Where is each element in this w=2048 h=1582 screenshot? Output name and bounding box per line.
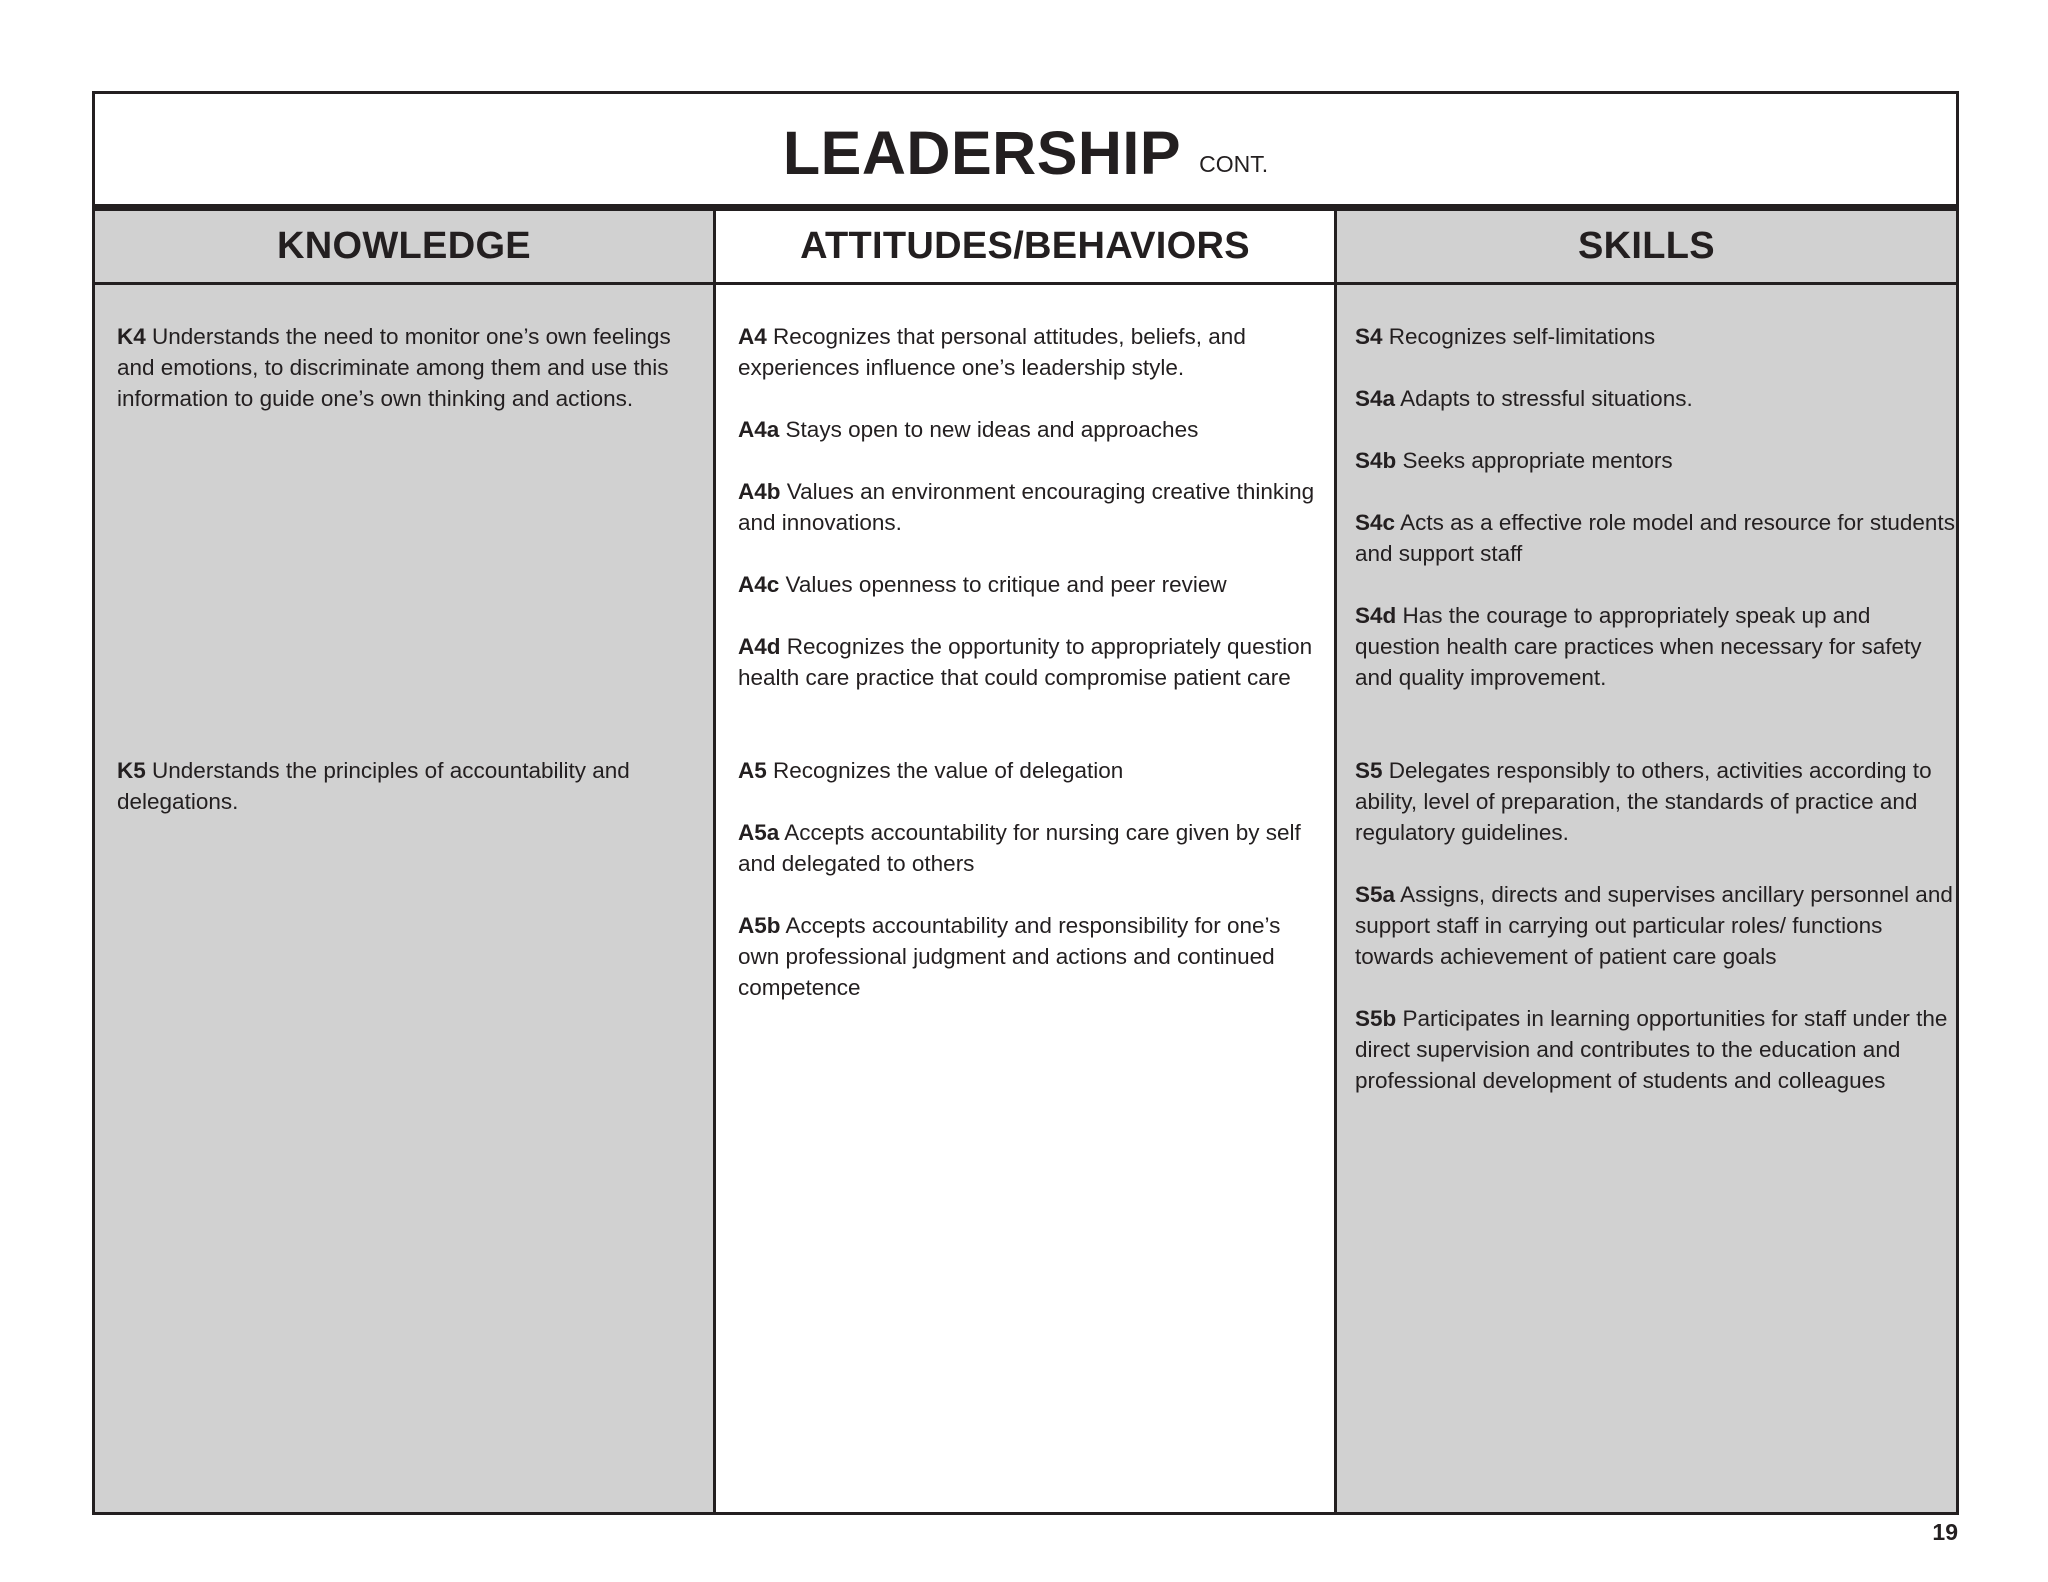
item-text: Has the courage to appropriately speak up and question health care practices when necessary for safety and quality improvement. [1355, 603, 1922, 690]
list-item [1355, 600, 1955, 693]
list-item [738, 631, 1323, 693]
item-code: K5 [117, 758, 146, 783]
item-code: S4d [1355, 603, 1397, 628]
skills-header: SKILLS [1337, 211, 1956, 285]
item-code: S4 [1355, 324, 1383, 349]
attitudes-header: ATTITUDES/BEHAVIORS [716, 211, 1334, 285]
page-title: LEADERSHIP [782, 119, 1182, 187]
list-item [738, 414, 1323, 445]
item-code: S4b [1355, 448, 1397, 473]
list-item [1355, 383, 1955, 414]
list-item [1355, 507, 1955, 569]
list-item [738, 476, 1323, 538]
attitudes-column [713, 211, 1337, 1512]
item-code: A4 [738, 324, 767, 349]
item-code: A4d [738, 634, 781, 659]
item-code: A5a [738, 820, 780, 845]
item-text: Understands the need to monitor one’s own feelings and emotions, to discriminate among them and use this information to guide one’s own thinking and actions. [117, 324, 671, 411]
list-item [738, 755, 1323, 786]
item-code: S4a [1355, 386, 1396, 411]
item-text: Acts as a effective role model and resource for students and support staff [1355, 510, 1955, 566]
list-item [738, 321, 1323, 383]
item-text: Stays open to new ideas and approaches [785, 417, 1199, 442]
item-code: S4c [1355, 510, 1396, 535]
knowledge-header: KNOWLEDGE [95, 211, 713, 285]
competency-table [92, 91, 1959, 1515]
list-item [1355, 879, 1955, 972]
list-item [1355, 321, 1955, 352]
item-text: Seeks appropriate mentors [1402, 448, 1673, 473]
item-code: A4b [738, 479, 781, 504]
item-text: Recognizes the value of delegation [773, 758, 1124, 783]
item-text: Assigns, directs and supervises ancillary personnel and support staff in carrying out particular roles/ functions towards achievement of patient care goals [1355, 882, 1953, 969]
item-code: K4 [117, 324, 146, 349]
item-code: S5 [1355, 758, 1383, 783]
item-text: Recognizes that personal attitudes, beliefs, and experiences influence one’s leadership style. [738, 324, 1246, 380]
list-item [117, 321, 702, 414]
skills-column [1337, 211, 1956, 1512]
item-text: Values an environment encouraging creative thinking and innovations. [738, 479, 1315, 535]
item-text: Accepts accountability for nursing care given by self and delegated to others [738, 820, 1301, 876]
item-text: Understands the principles of accountability and delegations. [117, 758, 630, 814]
item-text: Recognizes self-limitations [1388, 324, 1656, 349]
page-number: 19 [1932, 1519, 1958, 1545]
columns [95, 211, 1956, 1512]
item-text: Accepts accountability and responsibility for one’s own professional judgment and actions and continued competence [738, 913, 1281, 1000]
title-bar [95, 94, 1956, 211]
item-code: A4a [738, 417, 780, 442]
item-code: S5b [1355, 1006, 1397, 1031]
knowledge-column [95, 211, 713, 1512]
item-code: A5b [738, 913, 781, 938]
list-item [117, 755, 702, 817]
list-item [738, 910, 1323, 1003]
item-text: Participates in learning opportunities for staff under the direct supervision and contributes to the education and professional development of students and colleagues [1355, 1006, 1948, 1093]
list-item [1355, 445, 1955, 476]
item-text: Values openness to critique and peer review [785, 572, 1227, 597]
item-text: Delegates responsibly to others, activities according to ability, level of preparation, the standards of practice and regulatory guidelines. [1355, 758, 1932, 845]
list-item [1355, 755, 1955, 848]
item-code: S5a [1355, 882, 1396, 907]
item-code: A5 [738, 758, 767, 783]
page-subtitle: CONT. [1199, 150, 1269, 177]
item-code: A4c [738, 572, 780, 597]
list-item [1355, 1003, 1955, 1096]
item-text: Adapts to stressful situations. [1400, 386, 1693, 411]
list-item [738, 817, 1323, 879]
list-item [738, 569, 1323, 600]
item-text: Recognizes the opportunity to appropriately question health care practice that could compromise patient care [738, 634, 1313, 690]
